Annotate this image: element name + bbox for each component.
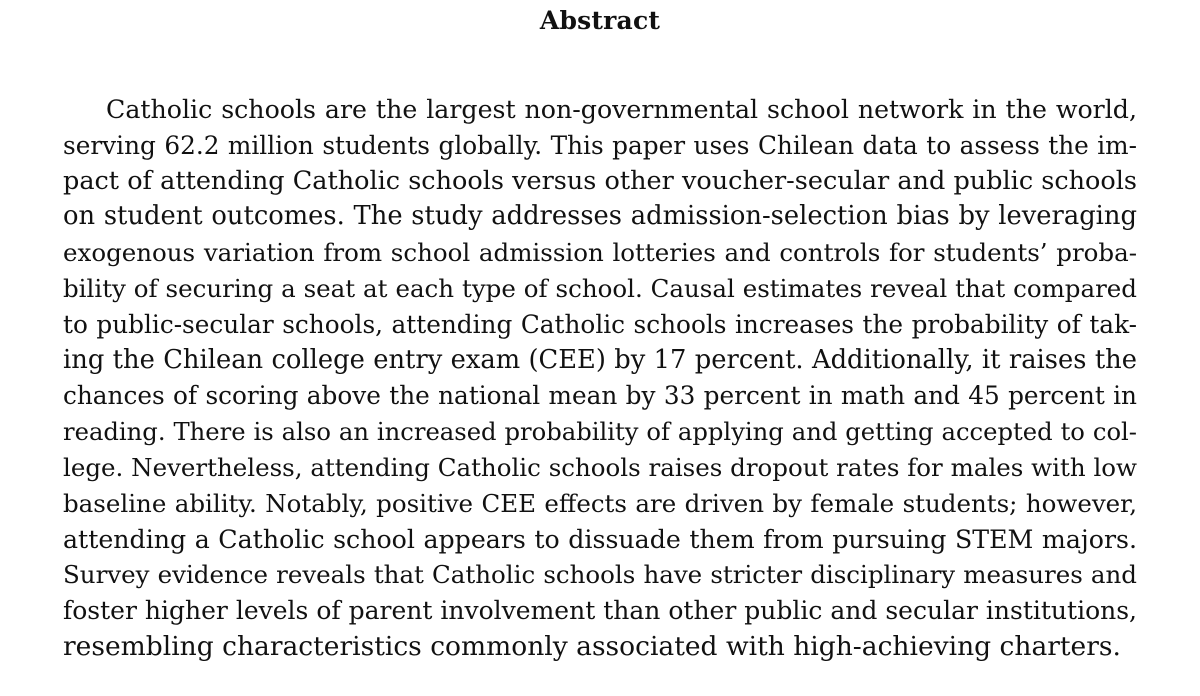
abstract-line: lege. Nevertheless, attending Catholic schools raises dropout rates for males with low: [63, 452, 1137, 482]
abstract-line: chances of scoring above the national mean by 33 percent in math and 45 percent in: [63, 381, 1137, 411]
abstract-line: ing the Chilean college entry exam (CEE) by 17 percent. Additionally, it raises the: [63, 344, 1137, 375]
abstract-line: pact of attending Catholic schools versus other voucher-secular and public schools: [63, 165, 1137, 196]
abstract-line: resembling characteristics commonly associated with high-achieving charters.: [63, 630, 1121, 662]
abstract-line: Catholic schools are the largest non-governmental school network in the world,: [106, 95, 1137, 124]
abstract-line: serving 62.2 million students globally. This paper uses Chilean data to assess the im-: [63, 130, 1137, 160]
abstract-heading: Abstract: [539, 6, 661, 35]
abstract-line: attending a Catholic school appears to dissuade them from pursuing STEM majors.: [63, 524, 1137, 554]
abstract-line: foster higher levels of parent involvement than other public and secular institutions,: [63, 596, 1137, 626]
abstract-line: on student outcomes. The study addresses admission-selection bias by leveraging: [63, 201, 1137, 232]
abstract-line: Survey evidence reveals that Catholic schools have stricter disciplinary measures and: [63, 560, 1137, 590]
abstract-line: baseline ability. Notably, positive CEE effects are driven by female students; however,: [63, 488, 1137, 518]
abstract-line: reading. There is also an increased probability of applying and getting accepted to col-: [63, 417, 1137, 447]
abstract-line: exogenous variation from school admission lotteries and controls for students’ proba-: [63, 238, 1137, 268]
abstract-body: [63, 92, 1137, 665]
abstract-line: to public-secular schools, attending Catholic schools increases the probability of tak-: [63, 309, 1137, 339]
abstract-line: bility of securing a seat at each type of school. Causal estimates reveal that compared: [63, 273, 1137, 303]
